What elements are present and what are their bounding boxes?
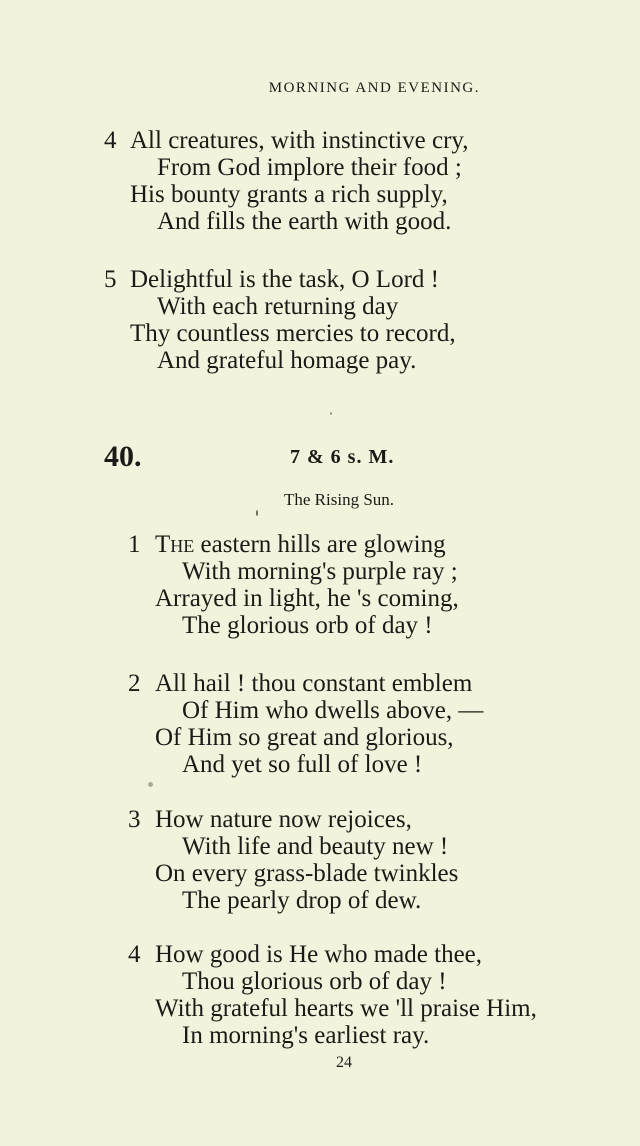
verse-line: And yet so full of love ! bbox=[182, 751, 423, 778]
verse-line: And fills the earth with good. bbox=[157, 208, 452, 235]
hymn-meter: 7 & 6 s. M. bbox=[290, 446, 395, 468]
verse-line: Of Him who dwells above, — bbox=[182, 697, 484, 724]
verse-line: And grateful homage pay. bbox=[157, 347, 417, 374]
verse-line: All hail ! thou constant emblem bbox=[155, 670, 473, 697]
page-number: 24 bbox=[336, 1054, 352, 1071]
verse-line: With each returning day bbox=[157, 293, 399, 320]
stanza-number: 5 bbox=[104, 266, 117, 293]
verse-line: Arrayed in light, he 's coming, bbox=[155, 585, 459, 612]
stanza-number: 3 bbox=[128, 806, 141, 833]
running-head: MORNING AND EVENING. bbox=[268, 80, 480, 96]
verse-line: With grateful hearts we 'll praise Him, bbox=[155, 995, 537, 1022]
verse-line: Delightful is the task, O Lord ! bbox=[130, 266, 439, 293]
verse-line: With life and beauty new ! bbox=[182, 833, 449, 860]
verse-line: Thy countless mercies to record, bbox=[130, 320, 456, 347]
verse-line: How good is He who made thee, bbox=[155, 941, 483, 968]
verse-line: In morning's earliest ray. bbox=[182, 1022, 430, 1049]
ink-speck bbox=[148, 782, 153, 787]
verse-line: Thou glorious orb of day ! bbox=[182, 968, 447, 995]
stanza-number: 1 bbox=[128, 531, 141, 558]
verse-line: How nature now rejoices, bbox=[155, 806, 412, 833]
ink-speck bbox=[330, 412, 332, 415]
initial-word: The bbox=[155, 531, 195, 558]
verse-line-rest: eastern hills are glowing bbox=[194, 531, 446, 558]
verse-line: With morning's purple ray ; bbox=[182, 558, 458, 585]
verse-line bbox=[155, 530, 446, 560]
hymn-number: 40. bbox=[104, 440, 142, 473]
verse-line: The glorious orb of day ! bbox=[182, 612, 433, 639]
verse-line: The pearly drop of dew. bbox=[182, 887, 422, 914]
stanza-number: 2 bbox=[128, 670, 141, 697]
verse-line: His bounty grants a rich supply, bbox=[130, 181, 448, 208]
hymn-title: The Rising Sun. bbox=[284, 490, 395, 509]
verse-line: On every grass-blade twinkles bbox=[155, 860, 459, 887]
verse-line: From God implore their food ; bbox=[157, 154, 462, 181]
ink-speck bbox=[256, 510, 258, 516]
stanza-number: 4 bbox=[128, 941, 141, 968]
verse-line: Of Him so great and glorious, bbox=[155, 724, 454, 751]
verse-line: All creatures, with instinctive cry, bbox=[130, 127, 469, 154]
stanza-number: 4 bbox=[104, 127, 117, 154]
